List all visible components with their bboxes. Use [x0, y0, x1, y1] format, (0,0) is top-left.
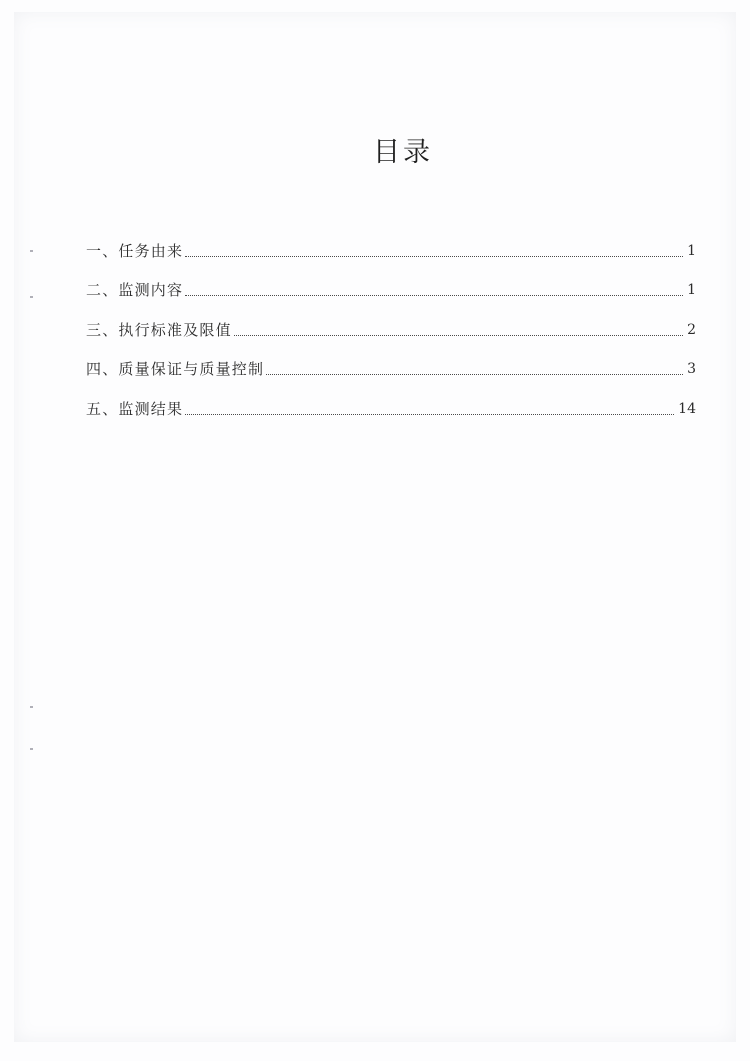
toc-entry-page-number: 1: [687, 242, 696, 259]
toc-dot-leader: [266, 374, 683, 375]
toc-entry-label: 五、监测结果: [86, 399, 184, 418]
toc-entry-4[interactable]: [86, 340, 696, 380]
toc-title: 目录: [373, 137, 433, 168]
toc-entry-page-number: 14: [678, 400, 696, 417]
toc-entry-page-number: 3: [687, 361, 696, 377]
toc-entry-1[interactable]: [86, 221, 696, 261]
toc-entry-label: 二、监测内容: [86, 281, 184, 299]
toc-dot-leader: [185, 256, 683, 257]
toc-entry-5[interactable]: [86, 379, 696, 419]
toc-entry-2[interactable]: [86, 261, 696, 301]
toc-entry-label: 一、任务由来: [86, 241, 184, 260]
toc-dot-leader: [185, 295, 683, 296]
toc-entry-page-number: 2: [687, 321, 696, 338]
toc-entry-3[interactable]: [86, 300, 696, 340]
margin-mark: [30, 250, 33, 252]
margin-mark: [30, 748, 33, 750]
margin-mark: [30, 296, 33, 298]
table-of-contents: [86, 221, 696, 419]
toc-dot-leader: [185, 414, 674, 415]
toc-entry-label: 四、质量保证与质量控制: [86, 360, 265, 378]
toc-entry-label: 三、执行标准及限值: [86, 320, 232, 339]
margin-mark: [30, 706, 33, 708]
toc-dot-leader: [234, 335, 683, 336]
toc-entry-page-number: 1: [687, 282, 696, 298]
